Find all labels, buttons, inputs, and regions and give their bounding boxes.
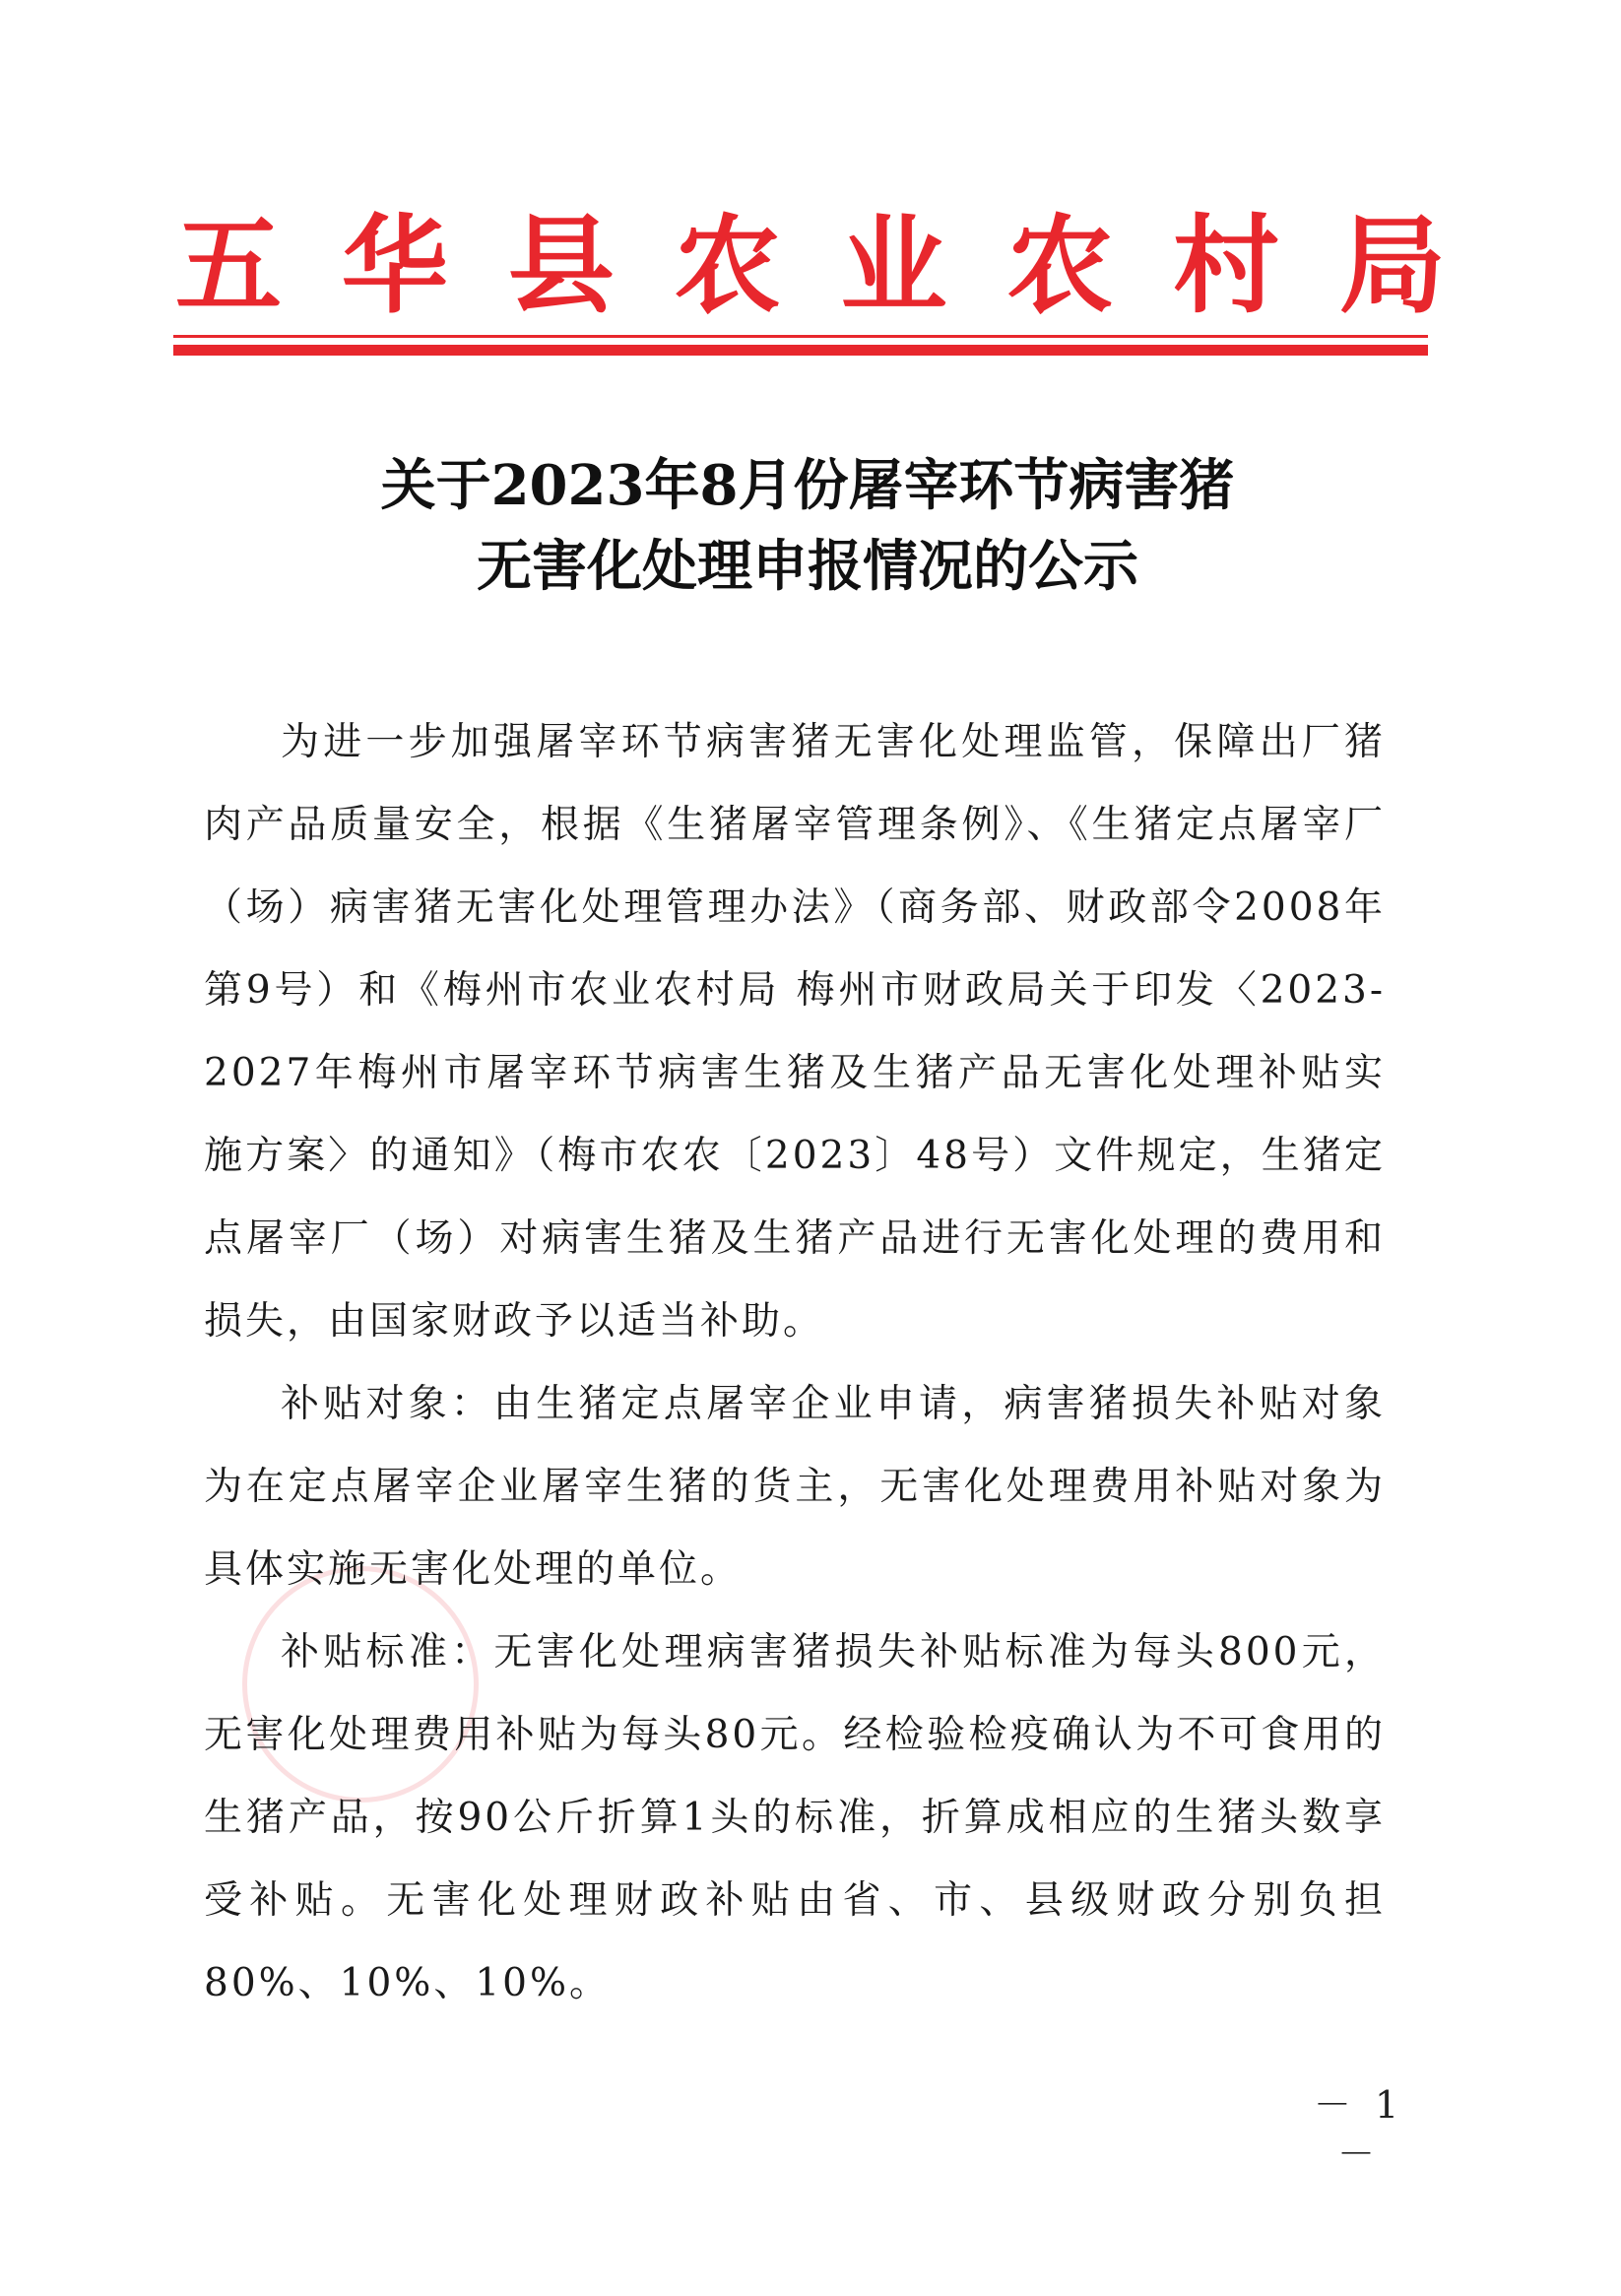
letterhead-char: 农 xyxy=(1006,204,1114,328)
letterhead-char: 业 xyxy=(840,204,947,328)
letterhead-divider-thick xyxy=(173,345,1428,356)
letterhead-agency-name xyxy=(175,202,1446,330)
body-paragraph-subsidy-standard: 补贴标准：无害化处理病害猪损失补贴标准为每头800元，无害化处理费用补贴为每头80元。经检验检疫确认为不可食用的生猪产品，按90公斤折算1头的标准，折算成相应的生猪头数享受补贴。无害化处理财政补贴由省、市、县级财政分别负担80%、10%、10%。 xyxy=(204,1630,1386,2005)
letterhead-char: 局 xyxy=(1338,204,1446,328)
body-paragraph-intro: 为进一步加强屠宰环节病害猪无害化处理监管，保障出厂猪肉产品质量安全，根据《生猪屠宰管理条例》、《生猪定点屠宰厂（场）病害猪无害化处理管理办法》（商务部、财政部令2008年第9号）和《梅州市农业农村局 梅州市财政局关于印发〈2023-2027年梅州市屠宰环节病害生猪及生猪产品无害化处理补贴实施方案〉的通知》（梅市农农〔2023〕48号）文件规定，生猪定点屠宰厂（场）对病害生猪及生猪产品进行无害化处理的费用和损失，由国家财政予以适当补助。 xyxy=(204,720,1386,1344)
document-body xyxy=(204,701,1386,2025)
letterhead-char: 村 xyxy=(1173,204,1280,328)
letterhead-divider-thin xyxy=(173,335,1428,338)
title-line-1: 关于2023年8月份屠宰环节病害猪 xyxy=(380,453,1235,518)
letterhead-char: 华 xyxy=(341,204,448,328)
title-line-2: 无害化处理申报情况的公示 xyxy=(477,534,1138,599)
page-number: － 1 － xyxy=(1313,2083,1405,2176)
body-paragraph-subsidy-target: 补贴对象：由生猪定点屠宰企业申请，病害猪损失补贴对象为在定点屠宰企业屠宰生猪的货主，无害化处理费用补贴对象为具体实施无害化处理的单位。 xyxy=(204,1382,1386,1592)
letterhead-char: 农 xyxy=(674,204,781,328)
letterhead-char: 县 xyxy=(507,204,615,328)
document-title xyxy=(177,445,1438,607)
letterhead-char: 五 xyxy=(175,204,283,328)
